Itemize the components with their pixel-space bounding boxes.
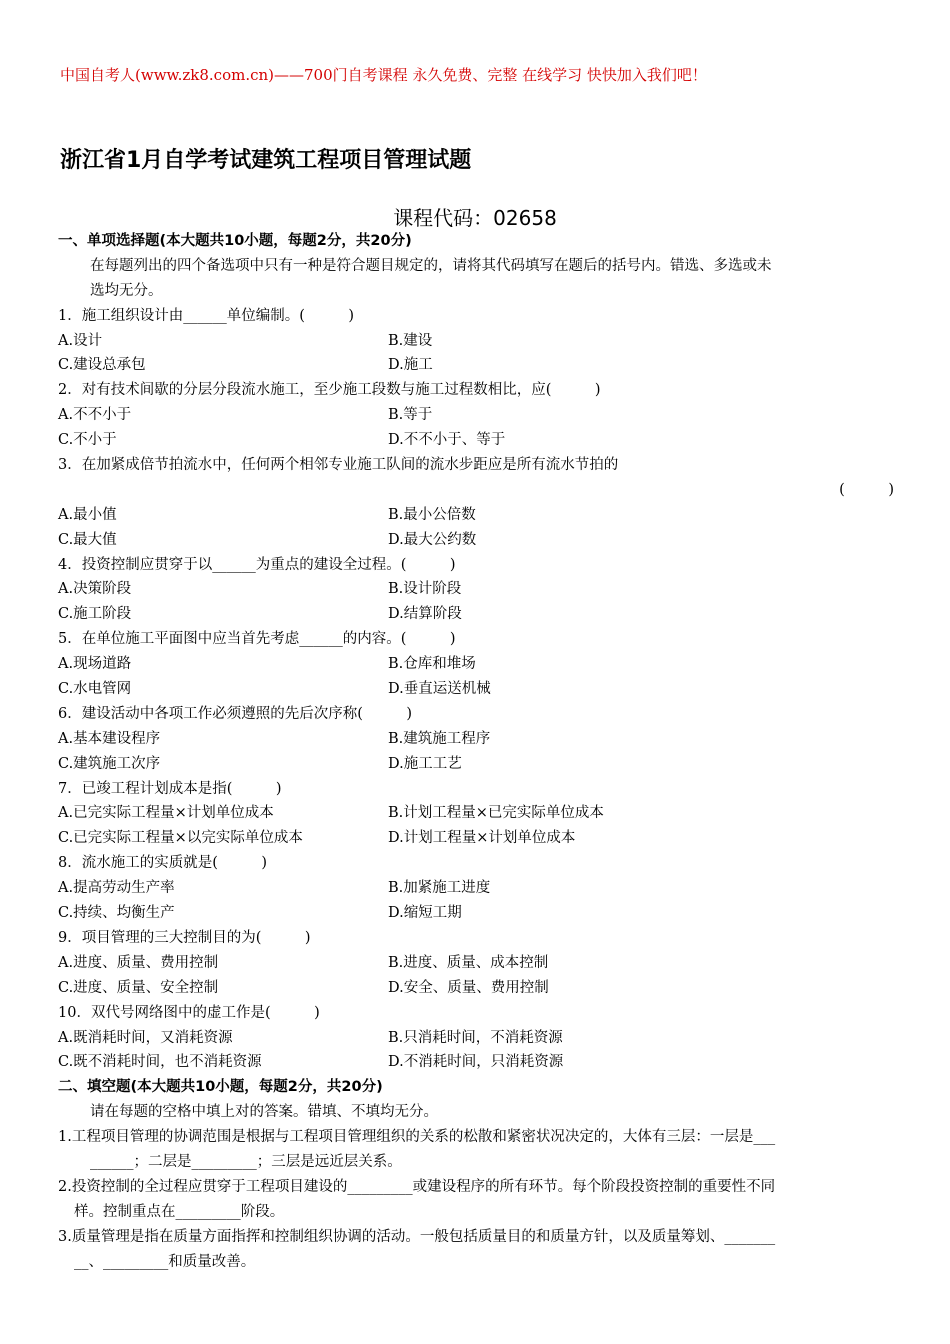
fill-question-3-line1: 3.质量管理是指在质量方面指挥和控制组织协调的活动。一般包括质量目的和质量方针，以及质量筹划、_______ (58, 1228, 776, 1245)
option-b: B.仓库和堆场 (388, 656, 476, 673)
question-10: 10．双代号网络图中的虚工作是( ) (58, 1004, 320, 1021)
option-c: C.持续、均衡生产 (58, 905, 175, 922)
option-c: C.进度、质量、安全控制 (58, 979, 219, 996)
fill-question-1-line2: ______；二层是_________；三层是远近层关系。 (90, 1153, 402, 1170)
question-9: 9．项目管理的三大控制目的为( ) (58, 929, 311, 946)
question-7-options-ab (58, 801, 894, 826)
question-10-options-cd (58, 1050, 894, 1075)
option-b: B.建设 (388, 332, 433, 349)
section2-heading: 二、填空题(本大题共10小题，每题2分，共20分) (58, 1079, 383, 1096)
option-d: D.最大公约数 (388, 531, 477, 548)
fill-question-1-line1: 1.工程项目管理的协调范围是根据与工程项目管理组织的关系的松散和紧密状况决定的，大体有三层：一层是___ (58, 1129, 776, 1146)
section2-instruction: 请在每题的空格中填上对的答案。错填、不填均无分。 (90, 1104, 438, 1121)
option-a: A.提高劳动生产率 (58, 880, 175, 897)
question-2: 2．对有技术间歇的分层分段流水施工，至少施工段数与施工过程数相比，应( ) (58, 382, 601, 399)
option-a: A.设计 (58, 332, 103, 349)
question-4-options-ab (58, 577, 894, 602)
option-a: A.最小值 (58, 506, 117, 523)
option-d: D.不消耗时间，只消耗资源 (388, 1054, 564, 1071)
option-d: D.施工工艺 (388, 755, 462, 772)
question-5-options-cd (58, 677, 894, 702)
option-a: A.现场道路 (58, 656, 132, 673)
option-c: C.最大值 (58, 531, 117, 548)
option-d: D.施工 (388, 357, 433, 374)
question-2-options-ab (58, 403, 894, 428)
option-b: B.只消耗时间，不消耗资源 (388, 1029, 563, 1046)
question-5-options-ab (58, 652, 894, 677)
question-3: 3．在加紧成倍节拍流水中，任何两个相邻专业施工队间的流水步距应是所有流水节拍的 (58, 457, 619, 474)
site-banner: 中国自考人(www.zk8.com.cn)——700门自考课程 永久免费、完整 在线学习 快快加入我们吧！ (60, 66, 707, 84)
fill-question-3-line2: __、_________和质量改善。 (74, 1253, 256, 1270)
question-7-options-cd (58, 826, 894, 851)
option-b: B.计划工程量×已完实际单位成本 (388, 805, 604, 822)
option-a: A.进度、质量、费用控制 (58, 954, 219, 971)
question-3-bracket: ( ) (839, 481, 894, 498)
fill-question-2-line2: 样。控制重点在_________阶段。 (74, 1203, 285, 1220)
question-8: 8．流水施工的实质就是( ) (58, 855, 268, 872)
section1-heading: 一、单项选择题(本大题共10小题，每题2分，共20分) (58, 233, 412, 249)
option-b: B.进度、质量、成本控制 (388, 954, 549, 971)
course-code: 课程代码：02658 (393, 206, 557, 230)
question-4-options-cd (58, 602, 894, 627)
option-d: D.安全、质量、费用控制 (388, 979, 549, 996)
option-d: D.计划工程量×计划单位成本 (388, 830, 576, 847)
option-d: D.缩短工期 (388, 905, 462, 922)
option-c: C.不小于 (58, 432, 117, 449)
fill-question-2-line1: 2.投资控制的全过程应贯穿于工程项目建设的_________或建设程序的所有环节。每个阶段投资控制的重要性不同 (58, 1178, 776, 1195)
option-d: D.不不小于、等于 (388, 432, 506, 449)
question-6-options-ab (58, 727, 894, 752)
question-6-options-cd (58, 752, 894, 777)
option-c: C.建筑施工次序 (58, 755, 161, 772)
option-b: B.最小公倍数 (388, 506, 476, 523)
question-8-options-ab (58, 876, 894, 901)
option-c: C.既不消耗时间，也不消耗资源 (58, 1054, 262, 1071)
option-b: B.设计阶段 (388, 581, 462, 598)
exam-title: 浙江省1月自学考试建筑工程项目管理试题 (60, 148, 472, 173)
question-6: 6．建设活动中各项工作必须遵照的先后次序称( ) (58, 705, 413, 722)
question-8-options-cd (58, 901, 894, 926)
question-1: 1．施工组织设计由______单位编制。( ) (58, 307, 355, 324)
option-a: A.决策阶段 (58, 581, 132, 598)
option-c: C.水电管网 (58, 681, 132, 698)
question-3-options-ab (58, 503, 894, 528)
option-a: A.已完实际工程量×计划单位成本 (58, 805, 274, 822)
section1-instruction-line2: 选均无分。 (90, 282, 163, 299)
option-c: C.建设总承包 (58, 357, 146, 374)
question-2-options-cd (58, 428, 894, 453)
question-1-options-ab (58, 329, 894, 354)
question-9-options-cd (58, 976, 894, 1001)
option-b: B.加紧施工进度 (388, 880, 491, 897)
option-d: D.垂直运送机械 (388, 681, 491, 698)
option-c: C.已完实际工程量×以完实际单位成本 (58, 830, 303, 847)
option-d: D.结算阶段 (388, 606, 462, 623)
option-a: A.不不小于 (58, 407, 132, 424)
section1-instruction-line1: 在每题列出的四个备选项中只有一种是符合题目规定的，请将其代码填写在题后的括号内。错选、多选或未 (90, 257, 772, 274)
option-a: A.既消耗时间，又消耗资源 (58, 1029, 233, 1046)
question-5: 5．在单位施工平面图中应当首先考虑______的内容。( ) (58, 631, 456, 648)
question-4: 4．投资控制应贯穿于以______为重点的建设全过程。( ) (58, 556, 456, 573)
exam-content (58, 229, 894, 1274)
option-a: A.基本建设程序 (58, 730, 161, 747)
option-c: C.施工阶段 (58, 606, 132, 623)
question-7: 7．已竣工程计划成本是指( ) (58, 780, 282, 797)
question-9-options-ab (58, 951, 894, 976)
question-10-options-ab (58, 1026, 894, 1051)
question-3-options-cd (58, 528, 894, 553)
question-1-options-cd (58, 353, 894, 378)
option-b: B.等于 (388, 407, 433, 424)
option-b: B.建筑施工程序 (388, 730, 491, 747)
